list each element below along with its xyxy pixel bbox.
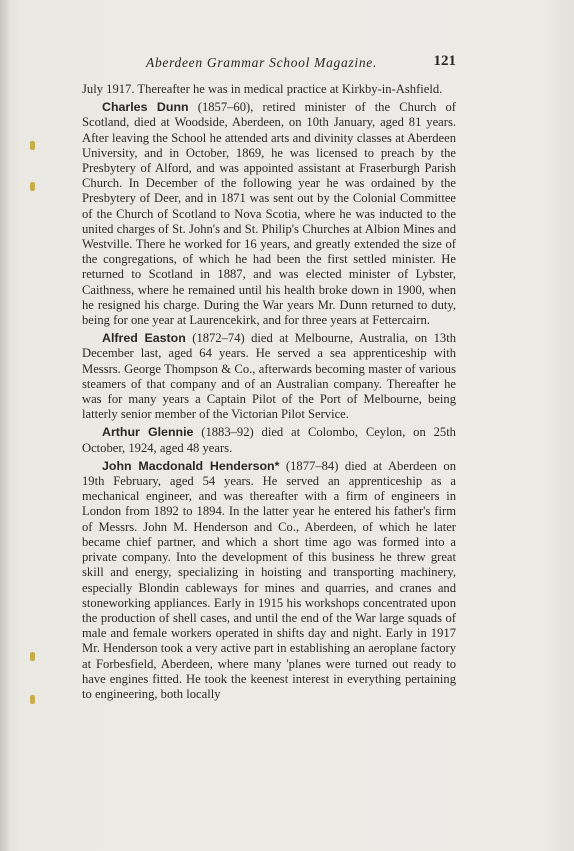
paragraph-text: (1883–92) died at Colombo, Ceylon, on 25th October, 1924, aged 48 years. [82, 425, 456, 455]
obituary-entry [82, 459, 456, 702]
article-body [82, 82, 456, 705]
margin-mark [30, 182, 35, 191]
page-number: 121 [433, 53, 456, 69]
running-title: Aberdeen Grammar School Magazine. [146, 55, 378, 70]
margin-mark [30, 141, 35, 150]
margin-mark [30, 652, 35, 661]
binding-shadow [0, 0, 10, 851]
paragraph-text: July 1917. Thereafter he was in medical practice at Kirkby-in-Ashfield. [82, 82, 443, 96]
paragraph [82, 82, 456, 97]
obituary-entry [82, 100, 456, 328]
person-name: Charles Dunn [102, 100, 189, 115]
person-name: Alfred Easton [102, 331, 186, 346]
obituary-entry [82, 331, 456, 422]
margin-mark [30, 695, 35, 704]
person-name: John Macdonald Henderson* [102, 458, 280, 473]
paragraph-text: (1872–74) died at Melbourne, Australia, on 13th December last, aged 64 years. He served a sea apprenticeship with Messrs. George Thompson & Co., afterwards becoming master of various steamers of that company and of an Australian company. Thereafter he was for many years a Captain Pilot of the Port of Melbourne, being latterly senior member of the Victorian Pilot Service. [82, 331, 456, 422]
obituary-entry [82, 425, 456, 455]
paragraph-text: (1877–84) died at Aberdeen on 19th February, aged 54 years. He served an apprenticeship as a mechanical engineer, and was thereafter with a firm of engineers in London from 1892 to 1894. In the latter year he entered his father's firm of Messrs. John M. Henderson and Co., Aberdeen, of which he later became chief partner, and which a short time ago was formed into a private company. Into the development of this business he threw great skill and energy, specializing in hoisting and transporting machinery, especially Blondin cableways for mines and quarries, and cranes and stoneworking appliances. Early in 1915 his workshops concentrated upon the production of shell cases, and until the end of the War large squads of male and female workers operated in shifts day and night. Early in 1917 Mr. Henderson took a very active part in establishing an aeroplane factory at Forbesfield, Aberdeen, where many 'planes were turned out ready to have engines fitted. He took the keenest interest in everything pertaining to engineering, both locally [82, 458, 457, 701]
paragraph-text: (1857–60), retired minister of the Church of Scotland, died at Woodside, Aberdeen, on 10th January, aged 81 years. After leaving the School he attended arts and divinity classes at Aberdeen University, and in October, 1869, he was licensed to preach by the Presbytery of Alford, and was appointed assistant at Fraserburgh Parish Church. In December of the following year he was ordained by the Presbytery of Deer, and in 1871 was sent out by the Colonial Committee of the Church of Scotland to Nova Scotia, where he was inducted to the united charges of St. John's and St. Philip's Churches at Albion Mines and Westville. There he worked for 16 years, and greatly extended the size of the congregations, of which he had been the first settled minister. He returned to Scotland in 1887, and was elected minister of Lybster, Caithness, where he remained until his health broke down in 1900, when he resigned his charge. During the War years Mr. Dunn returned to duty, being for one year at Laurencekirk, and for three years at Fettercairn. [82, 100, 456, 328]
page-header [82, 52, 456, 74]
person-name: Arthur Glennie [102, 425, 194, 440]
